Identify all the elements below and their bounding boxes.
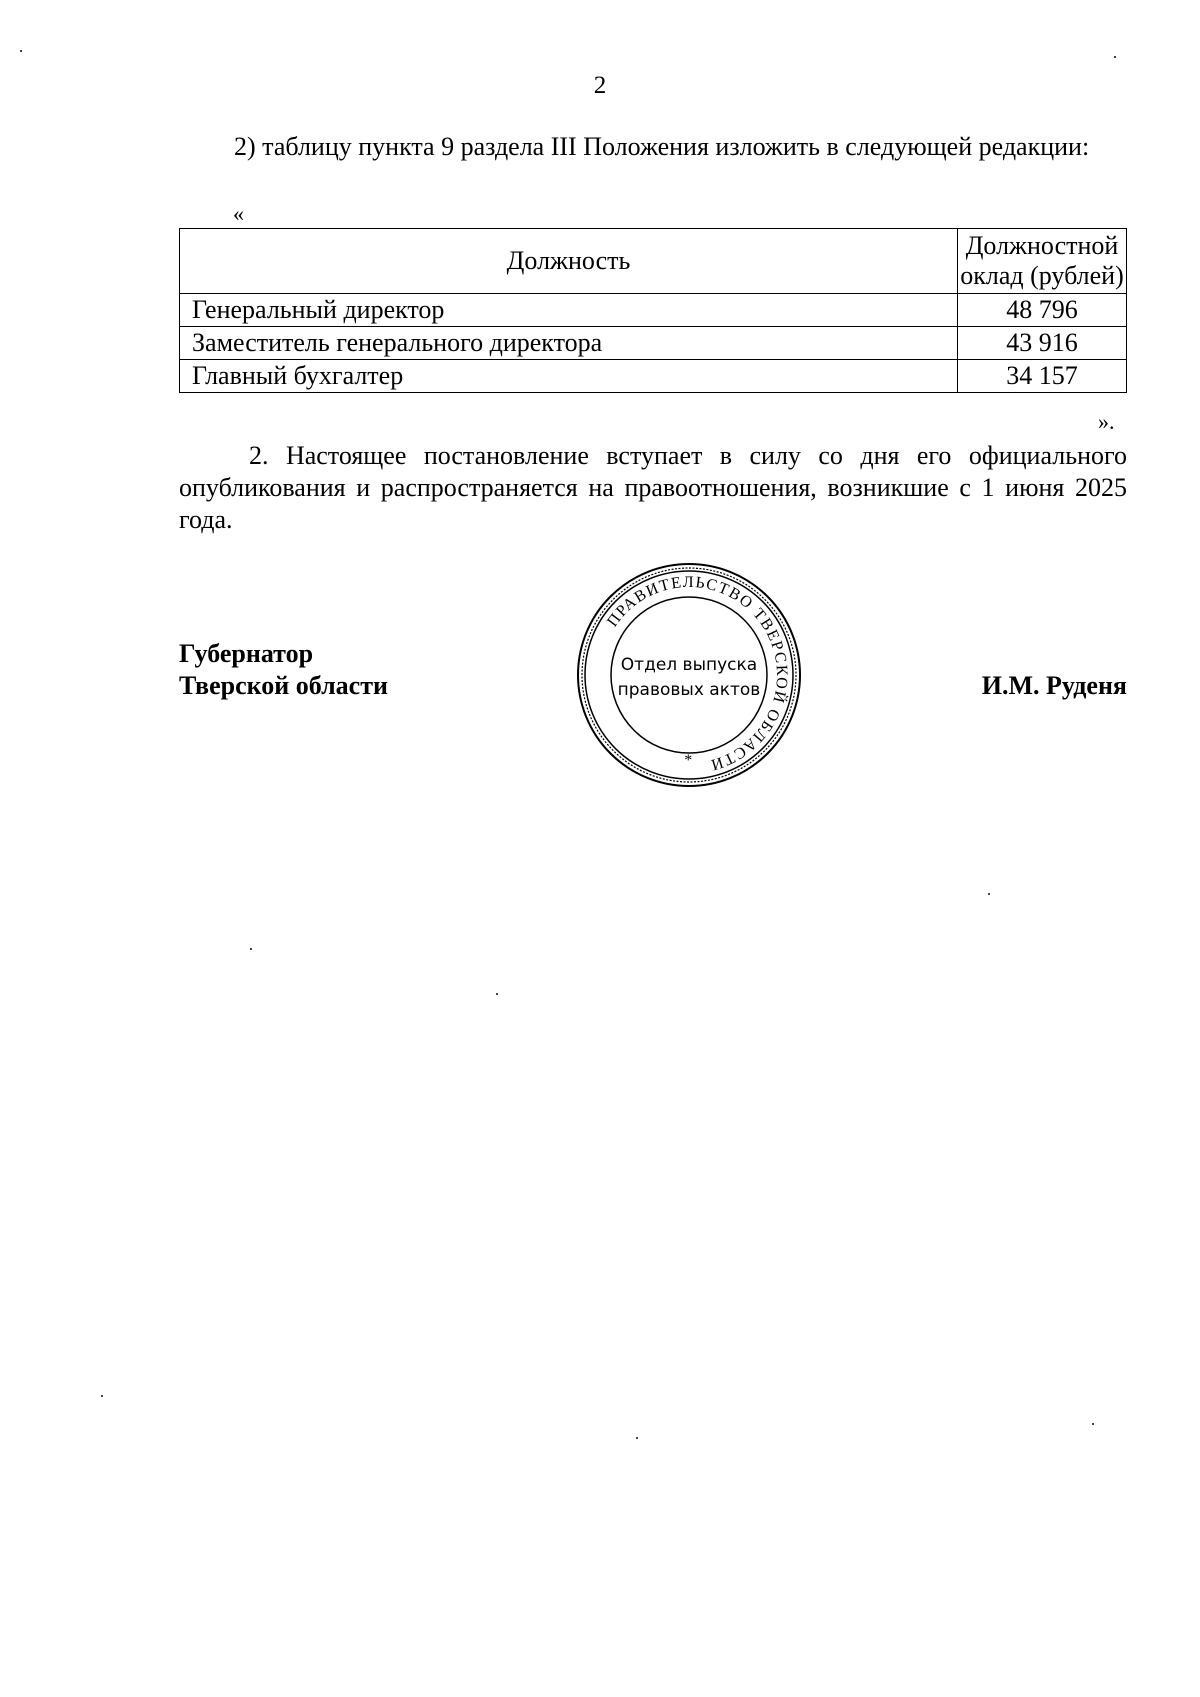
table-header-row [180,229,1127,294]
stamp-center-line2: правовых актов [617,680,761,700]
header-position: Должность [180,229,958,294]
signatory-title-line2: Тверской области [179,671,388,700]
opening-quote: « [233,201,244,226]
row-salary: 48 796 [958,294,1127,327]
final-paragraph-text: 2. Настоящее постановление вступает в силу со дня его официального опубликования и распространяется на правоотношения, возникшие с 1 июня 2025 года. [179,441,1127,534]
scan-speck [101,1395,103,1397]
stamp-ring-texture [582,568,796,782]
final-paragraph [179,440,1127,536]
closing-quote: ». [1098,409,1115,434]
header-salary: Должностной оклад (рублей) [958,229,1127,294]
scan-speck [636,1437,638,1439]
row-salary: 34 157 [958,360,1127,393]
scan-speck [1114,56,1116,58]
scan-speck [988,893,990,895]
stamp-ring-text: ПРАВИТЕЛЬСТВО ТВЕРСКОЙ ОБЛАСТИ [604,573,791,774]
item-2-text: 2) таблицу пункта 9 раздела III Положения изложить в следующей редакции: [234,132,1090,161]
table-row [180,294,1127,327]
table-row [180,327,1127,360]
signatory-name: И.М. Руденя [981,671,1127,700]
item-2-paragraph [179,131,1127,163]
stamp-star: * [684,752,694,769]
stamp-center-line1: Отдел выпуска [620,655,758,675]
row-salary: 43 916 [958,327,1127,360]
scan-speck [1092,1423,1094,1425]
stamp-inner-ring [611,597,767,753]
salary-table [179,228,1127,393]
scan-speck [250,948,252,950]
stamp-ring-2 [585,571,793,779]
scan-speck [20,50,22,52]
table-row [180,360,1127,393]
row-position: Главный бухгалтер [180,360,958,393]
row-position: Генеральный директор [180,294,958,327]
official-stamp [574,560,804,790]
signatory-title [179,638,388,702]
scan-speck [496,993,498,995]
row-position: Заместитель генерального директора [180,327,958,360]
signatory-title-line1: Губернатор [179,639,314,668]
page-number: 2 [593,72,607,99]
